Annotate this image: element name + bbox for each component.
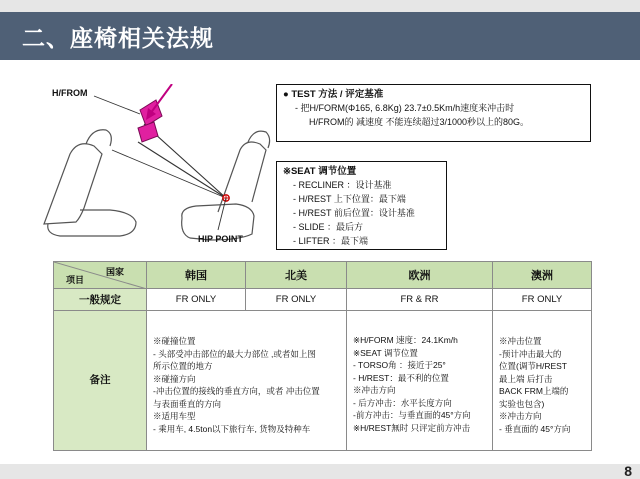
note-line: -冲击位置的接线的垂直方向，或者 冲击位置	[153, 386, 320, 396]
note-line: - H/REST：最不利的位置	[353, 372, 449, 383]
table-corner-cell	[54, 262, 147, 289]
seat-adjustment-line: - RECLINER ：设计基准	[293, 180, 392, 190]
note-line: ※冲击方向	[499, 411, 542, 421]
note-line: -预计冲击最大的	[499, 348, 562, 359]
note-line: - 头部受冲击部位的最大力部位 ,或者如上图	[153, 348, 316, 359]
test-method-line: - 把H/FORM(Φ165, 6.8Kg) 23.7±0.5Km/h速度来冲击时	[295, 103, 515, 113]
hip-point-label: HIP POINT	[198, 234, 243, 244]
test-method-heading: ● TEST 方法 / 评定基准	[283, 89, 384, 100]
table-header-row	[54, 262, 592, 289]
row-header-notes: 备注	[54, 311, 147, 451]
right-seat-headrest	[248, 131, 270, 148]
impact-zone-lower	[138, 122, 158, 142]
test-method-line: H/FROM的 减速度 不能连续超过3/1000秒以上的80G。	[309, 117, 530, 127]
note-line: -前方冲击：与垂直面的45°方向	[353, 410, 471, 420]
note-line: ※冲击方向	[353, 385, 396, 395]
impact-arrow	[150, 84, 172, 114]
row-header-general: 一般规定	[54, 289, 147, 311]
note-line: - 乘用车, 4.5ton以下旅行车, 货物及特种车	[153, 423, 311, 434]
cell-general-korea: FR ONLY	[147, 289, 246, 311]
hip-leader	[218, 198, 226, 230]
page-number: 8	[624, 463, 632, 479]
note-line: ※H/REST無时 只评定前方冲击	[353, 422, 471, 433]
hform-label: H/FROM	[52, 88, 88, 98]
test-method-box	[276, 84, 591, 142]
note-line: 与表面垂直的方向	[153, 398, 222, 409]
note-line: 所示位置的地方	[153, 361, 213, 371]
column-header-australia: 澳洲	[493, 262, 592, 289]
table-row-general	[54, 289, 592, 311]
cell-general-australia: FR ONLY	[493, 289, 592, 311]
cell-notes-korea	[147, 311, 347, 451]
cell-general-europe: FR & RR	[347, 289, 493, 311]
page-title: 二、座椅相关法规	[22, 26, 214, 52]
column-header-korea: 韩国	[147, 262, 246, 289]
cell-notes-australia	[493, 311, 592, 451]
note-line: ※碰撞位置	[153, 336, 196, 346]
cell-notes-europe	[347, 311, 493, 451]
seat-adjustment-line: - SLIDE ：最后方	[293, 222, 364, 232]
seat-adjustment-line: - H/REST 前后位置：设计基准	[293, 208, 415, 218]
cell-general-north-america: FR ONLY	[246, 289, 347, 311]
reference-line-3	[112, 150, 226, 198]
note-line: - TORSO角 ：接近于25°	[353, 360, 446, 370]
table-row-notes	[54, 311, 592, 451]
note-line: 最上端 后打击	[499, 373, 553, 384]
left-seat-headrest	[86, 130, 111, 146]
note-line: ※冲击位置	[499, 336, 542, 346]
column-header-north-america: 北美	[246, 262, 347, 289]
corner-item-label: 项目	[66, 275, 85, 285]
note-line: ※适用车型	[153, 411, 196, 421]
seat-adjustment-line: - H/REST 上下位置：最下端	[293, 194, 406, 204]
reference-line-2	[138, 142, 226, 198]
note-line: - 后方冲击：水平长度方向	[353, 397, 452, 408]
seat-adjustment-line: - LIFTER ：最下端	[293, 236, 369, 246]
note-line: ※碰撞方向	[153, 373, 196, 384]
note-line: - 垂直面的 45°方向	[499, 423, 571, 434]
seat-adjustment-heading: ※SEAT 调节位置	[283, 166, 357, 177]
column-header-europe: 欧洲	[347, 262, 493, 289]
top-bar	[0, 0, 640, 12]
regulation-comparison-table	[53, 261, 592, 451]
seat-impact-diagram	[40, 84, 280, 250]
note-line: ※SEAT 调节位置	[353, 347, 418, 358]
hform-leader	[94, 96, 140, 114]
left-seat-back	[44, 144, 102, 224]
note-line: ※H/FORM 速度：24.1Km/h	[353, 335, 458, 345]
bottom-bar	[0, 464, 640, 479]
seat-adjustment-box	[276, 161, 447, 250]
note-line: BACK FRM上端的	[499, 386, 569, 396]
corner-country-label: 国家	[105, 267, 124, 277]
note-line: 位置(调节H/REST	[499, 361, 568, 371]
seat-diagram-svg	[40, 84, 280, 250]
note-line: 实验也包含)	[499, 398, 545, 409]
